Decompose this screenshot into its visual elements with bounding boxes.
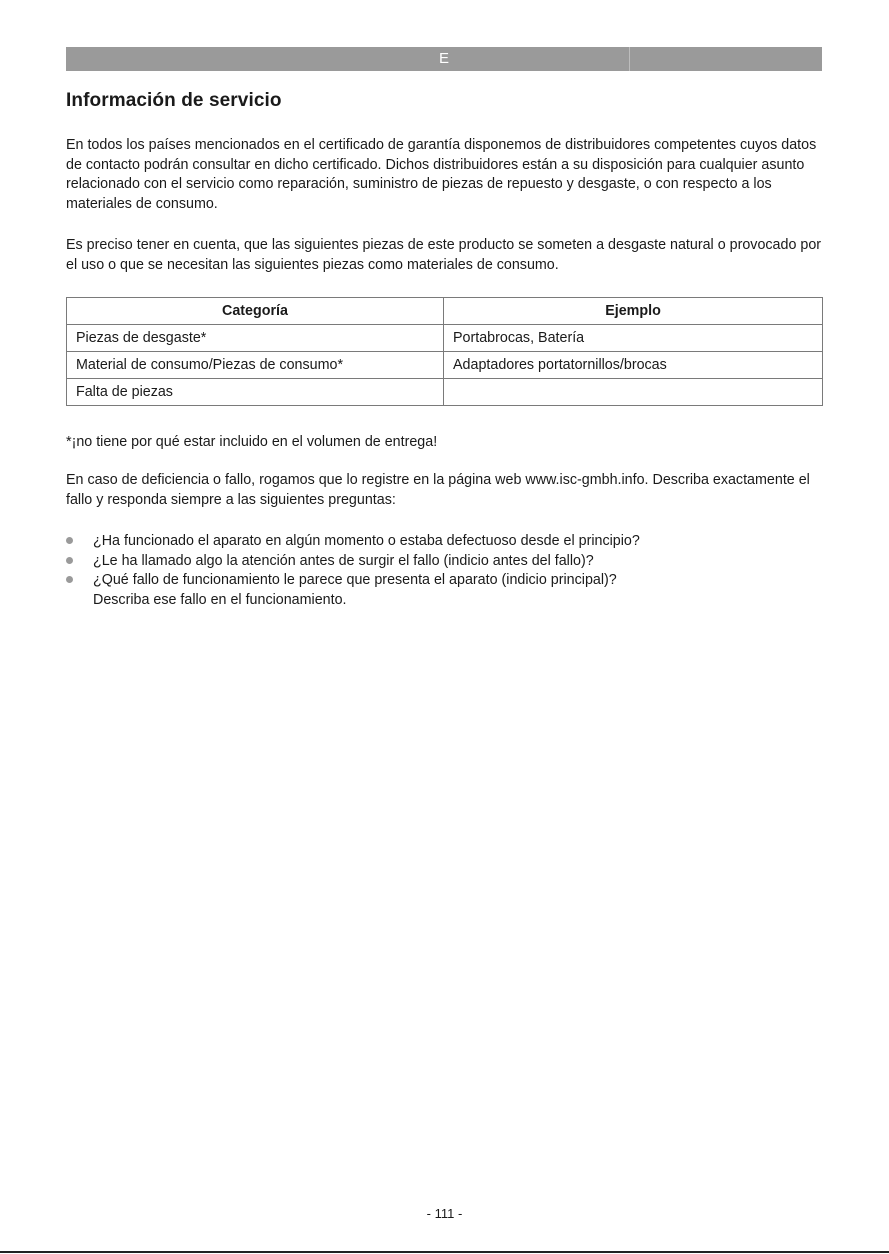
list-item <box>66 552 826 572</box>
list-item-text: ¿Qué fallo de funcionamiento le parece que presenta el aparato (indicio principal)? <box>93 572 617 588</box>
bullet-icon <box>66 537 73 544</box>
list-item <box>66 571 826 591</box>
wear-paragraph: Es preciso tener en cuenta, que las siguientes piezas de este producto se someten a desgaste natural o provocado por el uso o que se necesitan las siguientes piezas como materiales de consumo. <box>66 237 822 273</box>
table-cell <box>444 379 823 406</box>
bar-divider <box>629 47 630 71</box>
column-header-example: Ejemplo <box>444 298 823 325</box>
column-header-category: Categoría <box>67 298 444 325</box>
table-cell: Falta de piezas <box>67 379 444 406</box>
table-row <box>67 352 823 379</box>
table-cell: Piezas de desgaste* <box>67 325 444 352</box>
question-list <box>66 532 826 610</box>
language-tab-bar <box>66 47 822 71</box>
table-cell: Material de consumo/Piezas de consumo* <box>67 352 444 379</box>
language-tab-label: E <box>438 50 449 67</box>
list-item-continuation <box>66 591 826 611</box>
intro-paragraph: En todos los países mencionados en el certificado de garantía disponemos de distribuidores competentes cuyos datos de contacto podrán consultar en dicho certificado. Dichos distribuidores están a su disposición para cualquier asunto relacionado con el servicio como reparación, suministro de piezas de repuesto y desgaste, o con respecto a los materiales de consumo. <box>66 137 817 212</box>
table-row <box>67 379 823 406</box>
list-item-text: Describa ese fallo en el funcionamiento. <box>93 591 347 608</box>
wear-parts-table <box>66 297 823 406</box>
list-item-text: ¿Le ha llamado algo la atención antes de surgir el fallo (indicio antes del fallo)? <box>93 552 594 569</box>
report-paragraph: En caso de deficiencia o fallo, rogamos que lo registre en la página web www.isc-gmbh.info. Describa exactamente el fallo y responda siempre a las siguientes preguntas: <box>66 472 810 508</box>
page-title: Información de servicio <box>66 90 282 111</box>
bullet-icon <box>66 576 73 583</box>
bottom-rule <box>0 1251 889 1253</box>
table-cell: Portabrocas, Batería <box>444 325 823 352</box>
list-item-text: ¿Ha funcionado el aparato en algún momento o estaba defectuoso desde el principio? <box>93 533 640 549</box>
table-cell: Adaptadores portatornillos/brocas <box>444 352 823 379</box>
page-number: - 111 - <box>426 1206 463 1221</box>
footnote: *¡no tiene por qué estar incluido en el volumen de entrega! <box>66 434 438 450</box>
table-header-row <box>67 298 823 325</box>
list-item <box>66 532 826 552</box>
bullet-icon <box>66 557 73 564</box>
table-row <box>67 325 823 352</box>
